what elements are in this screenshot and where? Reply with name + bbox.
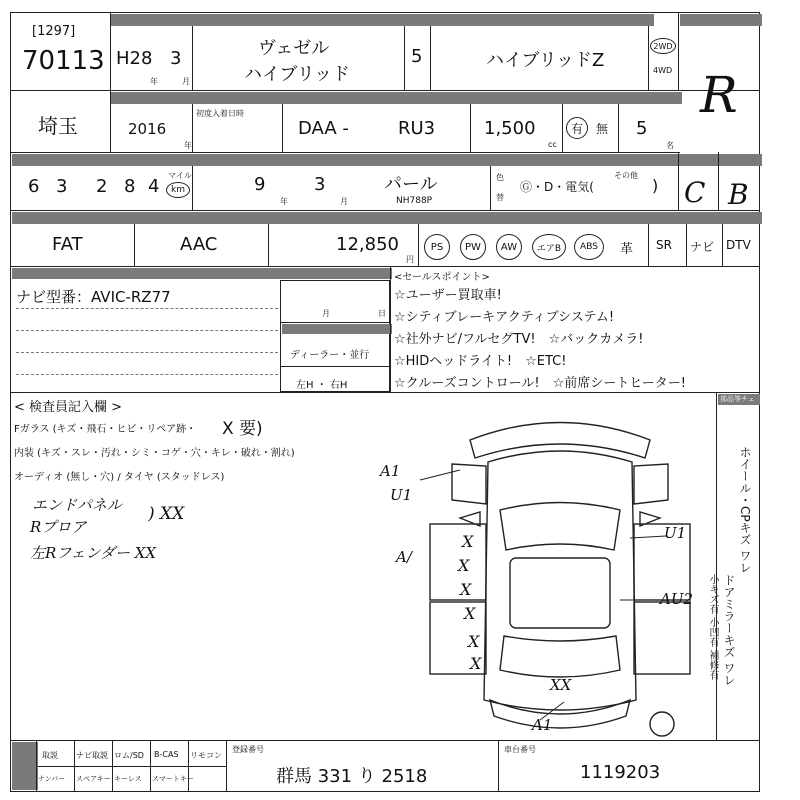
chassis-number: 1119203: [580, 762, 661, 783]
mark-xx-rear: XX: [550, 676, 572, 694]
handle-label: 左H ・ 右H: [296, 380, 348, 391]
inspector-title: < 検査員記入欄 >: [14, 400, 123, 415]
inspector-hand3: 左Rフェンダー XX: [30, 544, 157, 562]
mileage-km-circle: [166, 182, 190, 198]
footer-bottom-1: ナンバー: [38, 775, 66, 783]
option-navi: ナビ: [690, 240, 715, 254]
mileage-d5: 4: [148, 176, 160, 197]
inspector-line3: オーディオ (無し・穴) / タイヤ (スタッドレス): [14, 472, 225, 483]
drive-4wd: 4WD: [653, 66, 673, 75]
row3-div1: [192, 166, 193, 210]
plate-label: 登録番号: [232, 745, 264, 754]
fuel-close: ): [652, 176, 659, 195]
option-aw: AW: [496, 234, 522, 260]
row4-div2: [268, 224, 269, 266]
row3-div4: [718, 152, 719, 210]
exterior-grade: B: [728, 178, 749, 211]
row2-header-strip: [110, 92, 682, 104]
option-airbag: エアB: [532, 234, 566, 260]
row1-div5: [648, 26, 649, 90]
row2-div1: [110, 90, 111, 152]
row4-div1: [134, 224, 135, 266]
option-sr: SR: [656, 238, 672, 252]
option-abs: ABS: [574, 234, 604, 260]
row3-div2: [490, 166, 491, 210]
a1-pointer-top: [420, 470, 460, 480]
model-code-a: DAA -: [298, 118, 349, 139]
inspector-line1-mark: X 要): [222, 419, 263, 439]
dealer-label: ディーラー・並行: [290, 350, 370, 361]
option-leather: 革: [620, 242, 634, 257]
mark-x-5: X: [468, 632, 480, 651]
dealer-box-strip: [282, 324, 392, 334]
fuel-other: その他: [614, 171, 638, 180]
recycle-fee: 12,850: [336, 234, 399, 255]
inspector-line1: Fガラス (キズ・飛石・ヒビ・リペア跡・: [14, 424, 197, 435]
seats: 5: [636, 118, 648, 139]
inspector-line2: 内装 (キズ・スレ・汚れ・シミ・コゲ・穴・キレ・破れ・割れ): [14, 448, 295, 459]
first-reg-year-unit: 年: [184, 141, 192, 150]
row4-opt-div2: [686, 224, 687, 266]
cc-unit: cc: [548, 140, 557, 149]
row1-header-strip: [110, 14, 654, 26]
color-label-top: 色: [496, 173, 504, 182]
row1-div4: [430, 26, 431, 90]
mark-x-2: X: [458, 556, 470, 575]
vertical-text-1: ホイール・CPキズ ワレ: [738, 446, 752, 574]
lot-number: 70113: [22, 46, 105, 76]
vertical-text-3: 小キズ有 小凹有 補修有: [707, 574, 718, 681]
drive-2wd-circle: [650, 38, 676, 54]
footer-top-4: B-CAS: [154, 750, 179, 759]
row2-div5: [562, 104, 563, 152]
mileage-unit-top: マイル: [168, 171, 192, 180]
color-label-bottom: 替: [496, 193, 504, 202]
overall-grade: R: [700, 66, 738, 124]
notes-dash4: [16, 374, 278, 375]
footer-bottom-4: スマートキー: [152, 775, 194, 783]
shaken-month: 3: [314, 174, 326, 195]
mark-a1-bottom: A1: [532, 716, 553, 734]
inspection-yes: 有: [570, 121, 583, 136]
footer-top-2: ナビ取説: [76, 751, 108, 760]
footer-div-g: [498, 740, 499, 792]
footer-div-c: [112, 740, 113, 792]
fuel-options: Ⓖ・D・電気(: [520, 180, 594, 194]
notes-header-strip: [12, 268, 392, 279]
chassis-label: 車台番号: [504, 745, 536, 754]
footer-top-5: リモコン: [190, 751, 222, 760]
seats-unit: 名: [666, 141, 674, 150]
row1-header-strip-right: [680, 14, 762, 26]
option-pw: PW: [460, 234, 486, 260]
row1-div6: [678, 12, 679, 90]
inspector-hand2: Rプロア: [30, 518, 87, 536]
u1-pointer-right: [630, 536, 666, 538]
row1-div3: [404, 26, 405, 90]
mark-x-1: X: [462, 532, 474, 551]
row2-div4: [470, 104, 471, 152]
mark-au2-right: AU2: [660, 590, 694, 608]
first-reg-caption: 初度入着日時: [196, 109, 244, 118]
footer-div-a: [36, 740, 37, 792]
row4-opt-div1: [648, 224, 649, 266]
notes-bottom-line: [10, 392, 760, 393]
row1-bottom-line: [10, 90, 760, 91]
mark-x-3: X: [460, 580, 472, 599]
mileage-d2: 3: [56, 176, 68, 197]
sales-title: <セールスポイント>: [394, 272, 490, 283]
region: 埼玉: [38, 114, 78, 138]
sales-point-5: ☆クルーズコントロール! ☆前席シートヒーター!: [394, 376, 686, 391]
footer-top-line: [10, 740, 760, 741]
lot-bracket: [1297]: [32, 24, 76, 39]
side-header: 部品等チェック: [718, 394, 760, 405]
inspector-hand1: エンドパネル: [32, 496, 122, 514]
footer-top-3: ロム/SD: [114, 751, 144, 760]
mileage-unit: km: [171, 185, 185, 195]
year-unit: 年: [150, 77, 158, 86]
mark-x-6: X: [470, 654, 482, 673]
model-name-line2: ハイブリッド: [244, 64, 351, 85]
notes-dash2: [16, 330, 278, 331]
shaken-month-unit: 月: [340, 197, 348, 206]
first-reg-year: 2016: [128, 120, 167, 138]
row1-div2: [192, 26, 193, 90]
interior-grade: C: [684, 176, 706, 209]
row4-opt-div3: [722, 224, 723, 266]
row1-div1: [110, 12, 111, 90]
dealer-box-line1: [280, 322, 390, 323]
row4-header-strip: [12, 212, 762, 224]
row2-div3: [282, 104, 283, 152]
mark-a1-left: A/: [396, 548, 412, 566]
option-dtv: DTV: [726, 238, 751, 252]
footer-div-f: [226, 740, 227, 792]
shaken-year: 9: [254, 174, 266, 195]
shaken-year-unit: 年: [280, 197, 288, 206]
sales-point-2: ☆シティブレーキアクティブシステム!: [394, 310, 615, 325]
notes-dash3: [16, 352, 278, 353]
vertical-text-2: ドアミラーキズ ワレ: [722, 574, 736, 686]
dealer-box-line2: [280, 366, 390, 367]
footer-mid-line: [36, 766, 226, 767]
month-label: 月: [322, 309, 330, 318]
reg-month: 3: [170, 48, 182, 69]
row2-div6: [618, 104, 619, 152]
mark-u1-top: U1: [390, 486, 413, 504]
recycle-yen: 円: [406, 255, 414, 264]
inspector-hand1-marks: ) XX: [148, 504, 185, 524]
row4-bottom-line: [10, 266, 760, 267]
inspection-no: 無: [596, 122, 609, 136]
sales-point-3: ☆社外ナビ/フルセグTV! ☆バックカメラ!: [394, 332, 644, 347]
mileage-d4: 8: [124, 176, 136, 197]
month-unit: 月: [182, 77, 190, 86]
row4-div3: [418, 224, 419, 266]
day-label: 日: [378, 309, 386, 318]
row3-bottom-line: [10, 210, 760, 211]
sales-point-1: ☆ユーザー買取車!: [394, 288, 502, 303]
navi-model: ナビ型番：AVIC-RZ77: [16, 288, 171, 306]
notes-dash1: [16, 308, 278, 309]
row3-header-strip: [12, 154, 762, 166]
aircon: AAC: [180, 234, 218, 255]
mark-a1-top: A1: [380, 462, 401, 480]
footer-div-b: [74, 740, 75, 792]
row3-div3: [678, 152, 679, 210]
door-count: 5: [411, 46, 423, 67]
option-ps: PS: [424, 234, 450, 260]
model-name-line1: ヴェゼル: [258, 38, 330, 59]
displacement: 1,500: [484, 118, 536, 139]
sales-div: [390, 266, 391, 392]
inspection-yes-circle: [566, 117, 588, 139]
grade-name: ハイブリッドZ: [486, 50, 605, 71]
mark-x-4: X: [464, 604, 476, 623]
color-name: パール: [384, 174, 438, 195]
footer-div-e: [188, 740, 189, 792]
color-code: NH788P: [396, 196, 433, 206]
mark-u1-right: U1: [664, 524, 687, 542]
year-era: H28: [116, 48, 153, 69]
row2-bottom-line: [10, 152, 680, 153]
row2-div2: [192, 104, 193, 152]
sales-point-4: ☆HIDヘッドライト! ☆ETC!: [394, 354, 567, 369]
mileage-d1: 6: [28, 176, 40, 197]
tire-circle: [650, 712, 674, 736]
model-code-b: RU3: [398, 118, 436, 139]
footer-top-1: 取説: [42, 751, 58, 760]
mileage-d3: 2: [96, 176, 108, 197]
transmission: FAT: [52, 234, 83, 255]
footer-div-d: [150, 740, 151, 792]
drive-2wd: 2WD: [653, 41, 673, 51]
footer-bottom-3: キーレス: [114, 775, 142, 783]
footer-bottom-2: スペアキー: [76, 775, 111, 783]
plate-number: 群馬 331 り 2518: [276, 766, 428, 787]
footer-left-strip: [12, 742, 38, 790]
